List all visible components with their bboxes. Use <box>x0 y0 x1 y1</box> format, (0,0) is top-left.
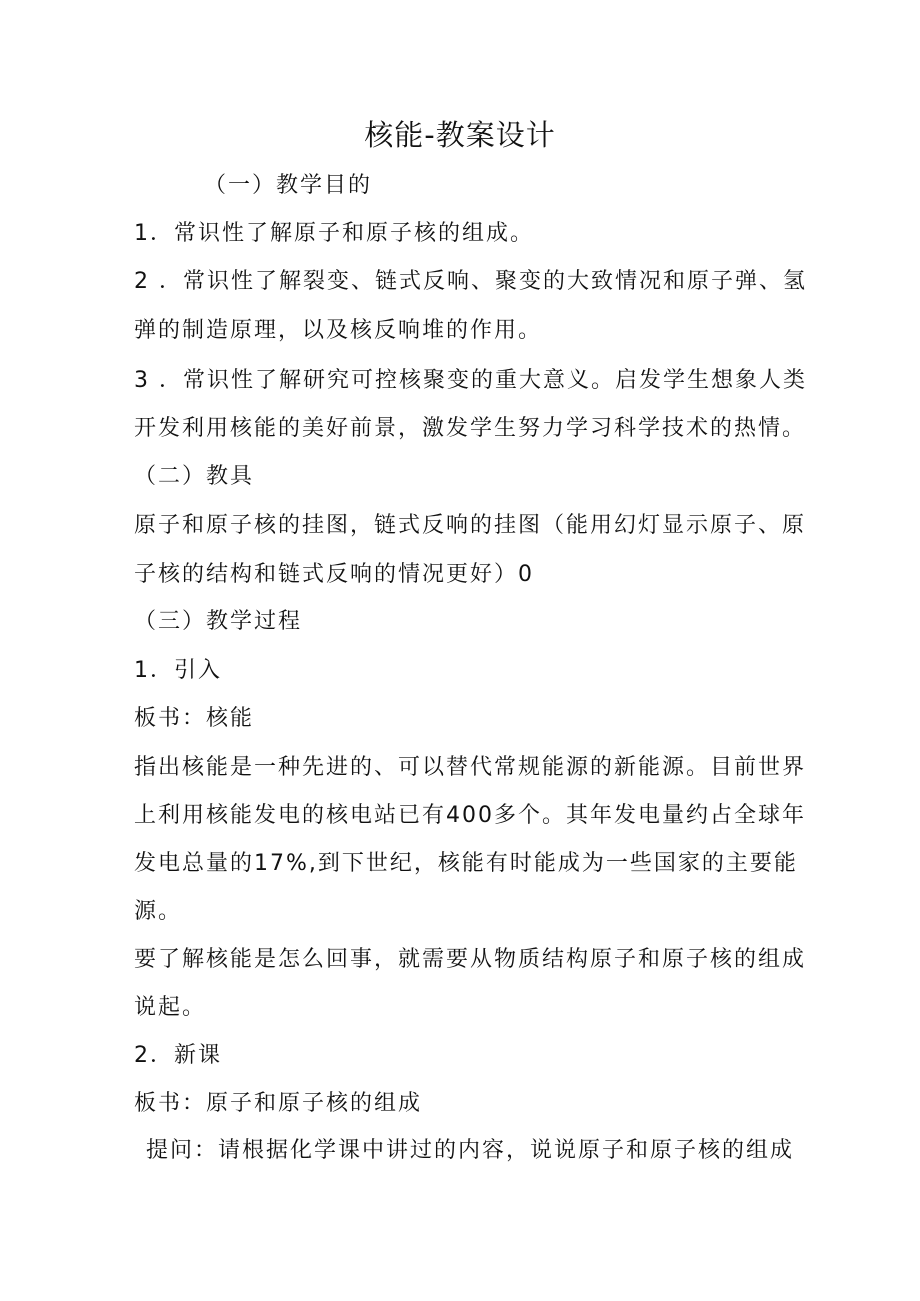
question-line: 提问：请根据化学课中讲过的内容，说说原子和原子核的组成 <box>146 1138 795 1163</box>
document-title: 核能-教案设计 <box>364 118 556 152</box>
board-note-2: 板书：原子和原子核的组成 <box>134 1091 423 1116</box>
objective-3-line-2: 开发利用核能的美好前景，激发学生努力学习科学技术的热情。 <box>134 416 807 441</box>
transition-line-2: 说起。 <box>134 995 207 1020</box>
intro-paragraph-line-3: 发电总量的17%,到下世纪，核能有时能成为一些国家的主要能 <box>134 851 798 876</box>
intro-paragraph-line-2: 上利用核能发电的核电站已有400多个。其年发电量约占全球年 <box>134 803 806 828</box>
tools-line-1: 原子和原子核的挂图，链式反响的挂图（能用幻灯显示原子、原 <box>134 513 807 538</box>
objective-3-line-1: 3 ．常识性了解研究可控核聚变的重大意义。启发学生想象人类 <box>134 368 807 393</box>
board-note-1: 板书：核能 <box>134 706 255 731</box>
objective-1: 1．常识性了解原子和原子核的组成。 <box>134 221 534 246</box>
tools-line-2: 子核的结构和链式反响的情况更好）0 <box>134 562 534 587</box>
transition-line-1: 要了解核能是怎么回事，就需要从物质结构原子和原子核的组成 <box>134 947 807 972</box>
section-heading-process: （三）教学过程 <box>134 609 303 634</box>
section-heading-tools: （二）教具 <box>134 464 255 489</box>
step-2-heading: 2．新课 <box>134 1043 222 1068</box>
intro-paragraph-line-4: 源。 <box>134 899 183 924</box>
objective-2-line-1: 2 ．常识性了解裂变、链式反响、聚变的大致情况和原子弹、氢 <box>134 269 807 294</box>
step-1-heading: 1．引入 <box>134 658 222 683</box>
section-heading-objectives: （一）教学目的 <box>204 173 373 198</box>
intro-paragraph-line-1: 指出核能是一种先进的、可以替代常规能源的新能源。目前世界 <box>134 755 807 780</box>
objective-2-line-2: 弹的制造原理，以及核反响堆的作用。 <box>134 318 543 343</box>
